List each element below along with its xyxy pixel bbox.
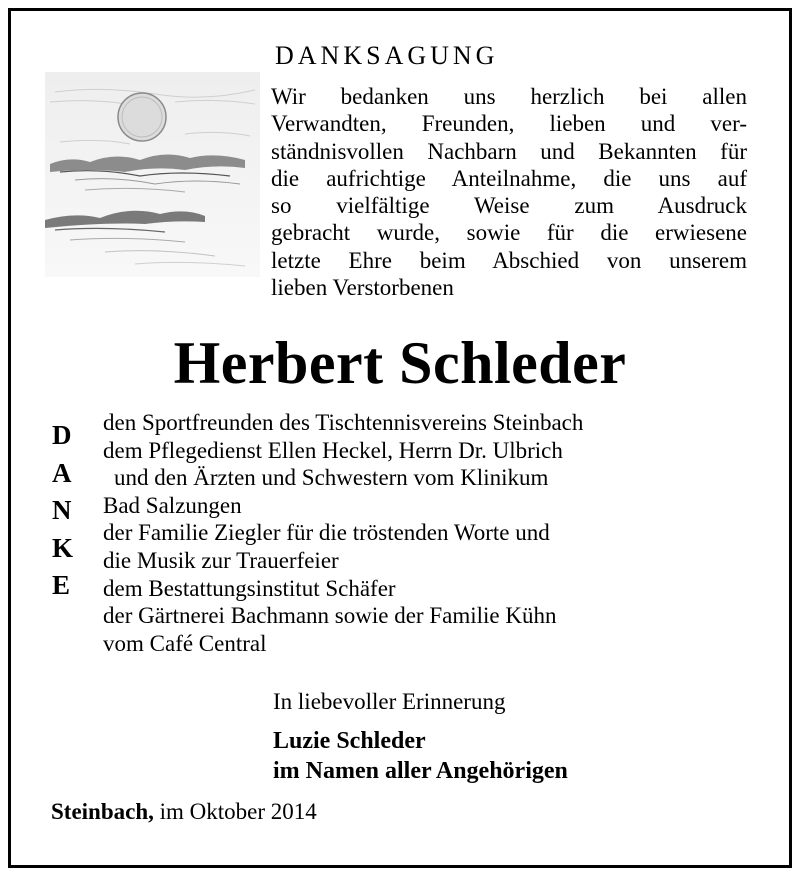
thanks-list <box>103 409 583 657</box>
place-name: Steinbach, <box>51 799 154 824</box>
signature <box>273 726 568 786</box>
danke-letter: D <box>52 420 72 450</box>
intro-line: so vielfältige Weise zum Ausdruck <box>271 193 747 219</box>
intro-line: Wir bedanken uns herzlich bei allen <box>271 84 747 109</box>
thanks-line: und den Ärzten und Schwestern vom Klinikum <box>114 465 549 491</box>
danke-acrostic <box>52 417 82 605</box>
memory-line: In liebevoller Erinnerung <box>273 689 506 714</box>
intro-line: lieben Verstorbenen <box>271 275 454 301</box>
date-text: im Oktober 2014 <box>159 799 317 824</box>
thanks-line: vom Café Central <box>103 630 267 656</box>
thanks-line: dem Pflegedienst Ellen Heckel, Herrn Dr. Ulbrich <box>103 437 563 463</box>
danke-letter: N <box>52 495 72 526</box>
intro-line: letzte Ehre beim Abschied von unserem <box>271 247 747 273</box>
thanks-line: die Musik zur Trauerfeier <box>103 547 339 573</box>
danke-letter: E <box>52 570 71 601</box>
thanks-line: der Familie Ziegler für die tröstenden Worte und <box>103 520 550 546</box>
intro-line: ständnisvollen Nachbarn und Bekannten für <box>271 138 747 164</box>
intro-line: Verwandten, Freunden, lieben und ver- <box>271 111 747 137</box>
signature-subline: im Namen aller Angehörigen <box>273 758 568 784</box>
intro-text <box>271 83 747 301</box>
notice-heading: DANKSAGUNG <box>275 41 499 70</box>
intro-line: die aufrichtige Anteilnahme, die uns auf <box>271 165 747 191</box>
thanks-line: dem Bestattungsinstitut Schäfer <box>103 575 396 601</box>
thanks-line: der Gärtnerei Bachmann sowie der Familie Kühn <box>103 603 557 629</box>
thanks-line: Bad Salzungen <box>103 492 242 518</box>
signature-name: Luzie Schleder <box>273 728 426 754</box>
danke-letter: A <box>52 457 72 488</box>
thanks-line: den Sportfreunden des Tischtennisvereins Steinbach <box>103 410 584 435</box>
place-date <box>51 798 317 826</box>
intro-line: gebracht wurde, sowie für die erwiesene <box>271 220 747 246</box>
sun-landscape-icon <box>45 72 260 277</box>
deceased-name: Herbert Schleder <box>173 330 627 396</box>
danke-letter: K <box>52 532 74 563</box>
